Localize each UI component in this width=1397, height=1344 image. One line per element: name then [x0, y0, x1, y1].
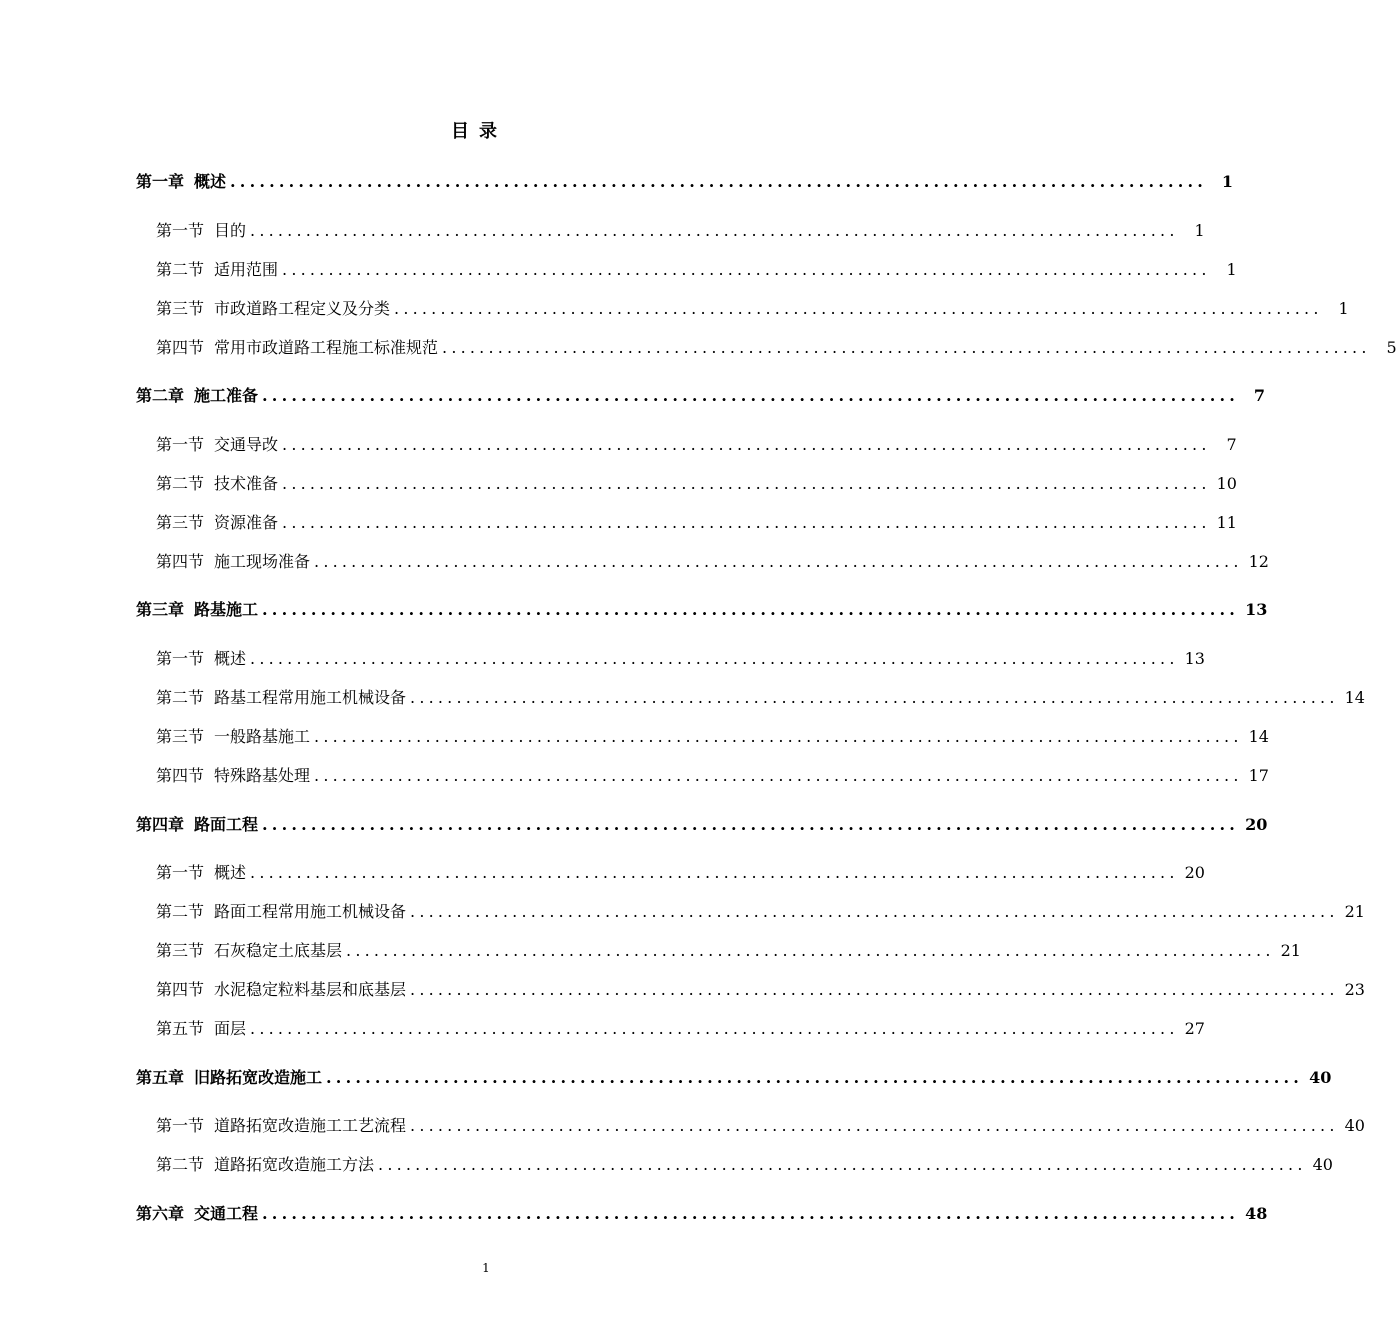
toc-entry-title: 一般路基施工: [214, 727, 311, 746]
toc-entry-label: [156, 723, 310, 751]
toc-dot-leader: ....................................................................................................: [262, 386, 1240, 405]
toc-page-number: 11: [1216, 513, 1237, 532]
toc-page-number: 7: [1253, 386, 1266, 405]
toc-dot-leader: ....................................................................................................: [410, 980, 1339, 999]
toc-entry-number: 第一节: [156, 649, 205, 668]
toc-page-number: 21: [1280, 941, 1301, 960]
toc-page-number: 17: [1248, 766, 1269, 785]
toc-entry-label: [136, 1064, 322, 1092]
toc-entry-label: [136, 811, 258, 839]
toc-entry-number: 第一节: [156, 1116, 205, 1135]
toc-entry-number: 第一节: [156, 435, 205, 454]
toc-dot-leader: ....................................................................................................: [230, 172, 1208, 191]
toc-section-entry[interactable]: [156, 217, 1205, 245]
toc-entry-number: 第三章: [136, 600, 185, 619]
toc-section-entry[interactable]: [156, 976, 1365, 1004]
toc-dot-leader: ....................................................................................................: [394, 299, 1323, 318]
toc-entry-title: 常用市政道路工程施工标准规范: [214, 338, 439, 357]
toc-entry-number: 第四节: [156, 766, 205, 785]
toc-page-number: 40: [1344, 1116, 1365, 1135]
toc-entry-title: 概述: [194, 172, 227, 191]
toc-entry-label: [136, 1200, 258, 1228]
toc-dot-leader: ....................................................................................................: [410, 1116, 1339, 1135]
toc-dot-leader: ....................................................................................................: [250, 221, 1179, 240]
toc-dot-leader: ....................................................................................................: [250, 863, 1179, 882]
toc-page-number: 10: [1216, 474, 1237, 493]
toc-section-entry[interactable]: [156, 1015, 1205, 1043]
toc-chapter-entry[interactable]: [136, 1200, 1268, 1228]
toc-section-entry[interactable]: [156, 1112, 1365, 1140]
toc-entry-title: 面层: [214, 1019, 247, 1038]
toc-entry-number: 第五章: [136, 1068, 185, 1087]
toc-dot-leader: ....................................................................................................: [282, 260, 1211, 279]
toc-entry-title: 交通工程: [194, 1204, 259, 1223]
toc-entry-label: [156, 859, 246, 887]
toc-entry-number: 第二节: [156, 902, 205, 921]
toc-section-entry[interactable]: [156, 548, 1269, 576]
toc-entry-number: 第二章: [136, 386, 185, 405]
toc-entry-label: [156, 470, 278, 498]
toc-entry-label: [156, 431, 278, 459]
toc-entry-number: 第二节: [156, 474, 205, 493]
toc-entry-title: 道路拓宽改造施工工艺流程: [214, 1116, 407, 1135]
toc-entry-number: 第四章: [136, 815, 185, 834]
page-title: 目录: [451, 121, 507, 142]
toc-page-number: 40: [1312, 1155, 1333, 1174]
toc-section-entry[interactable]: [156, 937, 1301, 965]
toc-page-number: 14: [1344, 688, 1365, 707]
toc-entry-label: [156, 898, 406, 926]
toc-dot-leader: ....................................................................................................: [262, 1204, 1240, 1223]
toc-section-entry[interactable]: [156, 470, 1237, 498]
toc-entry-title: 路面工程常用施工机械设备: [214, 902, 407, 921]
toc-entry-number: 第三节: [156, 299, 205, 318]
toc-page-number: 21: [1344, 902, 1365, 921]
toc-entry-label: [156, 295, 390, 323]
toc-dot-leader: ....................................................................................................: [326, 1068, 1304, 1087]
toc-entry-label: [156, 976, 406, 1004]
toc-entry-title: 技术准备: [214, 474, 279, 493]
toc-entry-label: [136, 168, 226, 196]
toc-page-number: 1: [1194, 221, 1205, 240]
toc-entry-label: [156, 334, 438, 362]
toc-page-number: 48: [1245, 1204, 1268, 1223]
toc-section-entry[interactable]: [156, 1151, 1333, 1179]
toc-entry-title: 交通导改: [214, 435, 279, 454]
toc-page-number: 20: [1245, 815, 1268, 834]
toc-entry-title: 概述: [214, 649, 247, 668]
toc-dot-leader: ....................................................................................................: [346, 941, 1275, 960]
toc-entry-number: 第一节: [156, 863, 205, 882]
toc-section-entry[interactable]: [156, 431, 1237, 459]
toc-dot-leader: ....................................................................................................: [442, 338, 1371, 357]
toc-section-entry[interactable]: [156, 859, 1205, 887]
footer-page-number: 1: [482, 1261, 490, 1275]
toc-entry-number: 第四节: [156, 552, 205, 571]
toc-section-entry[interactable]: [156, 898, 1365, 926]
toc-dot-leader: ....................................................................................................: [282, 474, 1211, 493]
toc-page-number: 40: [1309, 1068, 1332, 1087]
toc-entry-number: 第四节: [156, 338, 205, 357]
toc-entry-title: 市政道路工程定义及分类: [214, 299, 391, 318]
toc-entry-number: 第二节: [156, 688, 205, 707]
toc-page-number: 5: [1386, 338, 1397, 357]
toc-entry-number: 第二节: [156, 260, 205, 279]
toc-section-entry[interactable]: [156, 256, 1237, 284]
toc-entry-label: [156, 1015, 246, 1043]
toc-entry-label: [156, 937, 342, 965]
toc-dot-leader: ....................................................................................................: [250, 1019, 1179, 1038]
toc-page-number: 12: [1248, 552, 1269, 571]
toc-chapter-entry[interactable]: [136, 596, 1268, 624]
toc-entry-label: [156, 762, 310, 790]
toc-page-number: 20: [1184, 863, 1205, 882]
toc-section-entry[interactable]: [156, 762, 1269, 790]
toc-entry-label: [156, 645, 246, 673]
toc-section-entry[interactable]: [156, 295, 1349, 323]
toc-entry-title: 目的: [214, 221, 247, 240]
toc-dot-leader: ....................................................................................................: [314, 766, 1243, 785]
toc-entry-number: 第六章: [136, 1204, 185, 1223]
toc-chapter-entry[interactable]: [136, 382, 1266, 410]
toc-section-entry[interactable]: [156, 509, 1237, 537]
toc-page-number: 13: [1184, 649, 1205, 668]
toc-page-number: 1: [1226, 260, 1237, 279]
toc-entry-label: [156, 217, 246, 245]
toc-entry-number: 第三节: [156, 941, 205, 960]
toc-dot-leader: ....................................................................................................: [262, 815, 1240, 834]
toc-section-entry[interactable]: [156, 723, 1269, 751]
toc-page-number: 13: [1245, 600, 1268, 619]
toc-page-number: 14: [1248, 727, 1269, 746]
toc-entry-label: [136, 382, 258, 410]
toc-entry-number: 第一节: [156, 221, 205, 240]
toc-entry-title: 旧路拓宽改造施工: [194, 1068, 323, 1087]
toc-entry-title: 适用范围: [214, 260, 279, 279]
toc-dot-leader: ....................................................................................................: [314, 552, 1243, 571]
toc-dot-leader: ....................................................................................................: [262, 600, 1240, 619]
toc-entry-title: 特殊路基处理: [214, 766, 311, 785]
toc-entry-label: [156, 1151, 374, 1179]
toc-page-number: 7: [1226, 435, 1237, 454]
toc-chapter-entry[interactable]: [136, 168, 1234, 196]
toc-dot-leader: ....................................................................................................: [250, 649, 1179, 668]
toc-page-number: 1: [1338, 299, 1349, 318]
toc-dot-leader: ....................................................................................................: [410, 688, 1339, 707]
toc-dot-leader: ....................................................................................................: [282, 435, 1211, 454]
toc-dot-leader: ....................................................................................................: [378, 1155, 1307, 1174]
toc-entry-title: 道路拓宽改造施工方法: [214, 1155, 375, 1174]
toc-entry-label: [156, 256, 278, 284]
toc-dot-leader: ....................................................................................................: [314, 727, 1243, 746]
toc-entry-title: 路基工程常用施工机械设备: [214, 688, 407, 707]
toc-chapter-entry[interactable]: [136, 1064, 1332, 1092]
toc-section-entry[interactable]: [156, 684, 1365, 712]
toc-entry-label: [156, 684, 406, 712]
toc-entry-number: 第三节: [156, 727, 205, 746]
toc-chapter-entry[interactable]: [136, 811, 1268, 839]
toc-entry-number: 第四节: [156, 980, 205, 999]
toc-entry-title: 施工准备: [194, 386, 259, 405]
toc-entry-title: 施工现场准备: [214, 552, 311, 571]
toc-page-number: 1: [1221, 172, 1234, 191]
toc-entry-number: 第二节: [156, 1155, 205, 1174]
toc-section-entry[interactable]: [156, 645, 1205, 673]
toc-entry-title: 石灰稳定土底基层: [214, 941, 343, 960]
toc-dot-leader: ....................................................................................................: [410, 902, 1339, 921]
toc-page-number: 27: [1184, 1019, 1205, 1038]
toc-entry-title: 路基施工: [194, 600, 259, 619]
toc-entry-number: 第三节: [156, 513, 205, 532]
toc-dot-leader: ....................................................................................................: [282, 513, 1211, 532]
toc-entry-number: 第一章: [136, 172, 185, 191]
toc-page-number: 23: [1344, 980, 1365, 999]
toc-entry-title: 资源准备: [214, 513, 279, 532]
toc-entry-number: 第五节: [156, 1019, 205, 1038]
toc-section-entry[interactable]: [156, 334, 1397, 362]
toc-entry-title: 水泥稳定粒料基层和底基层: [214, 980, 407, 999]
toc-entry-title: 路面工程: [194, 815, 259, 834]
toc-entry-label: [136, 596, 258, 624]
toc-entry-label: [156, 509, 278, 537]
toc-entry-label: [156, 548, 310, 576]
toc-entry-label: [156, 1112, 406, 1140]
toc-entry-title: 概述: [214, 863, 247, 882]
